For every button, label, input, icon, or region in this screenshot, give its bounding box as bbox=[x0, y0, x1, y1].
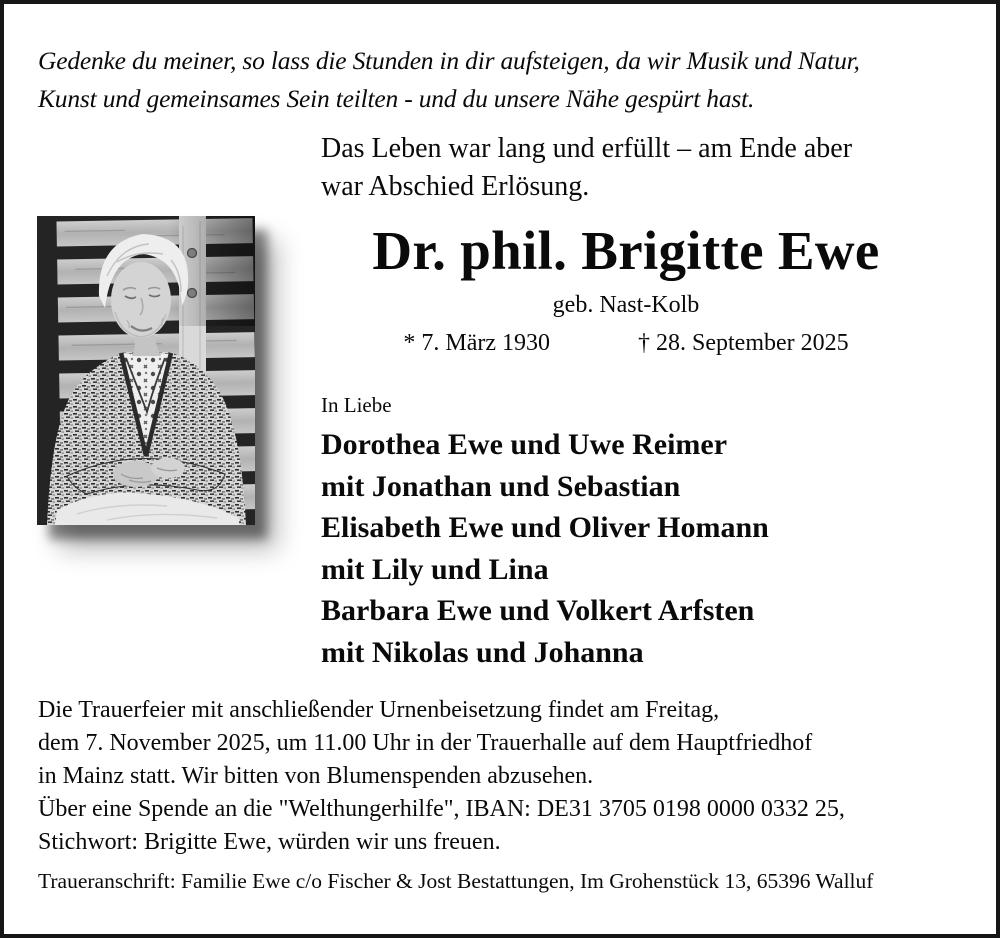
intro-line-2: war Abschied Erlösung. bbox=[321, 171, 590, 202]
mourning-address: Traueranschrift: Familie Ewe c/o Fischer & Jost Bestattungen, Im Grohenstück 13, 65396 Walluf bbox=[38, 869, 874, 893]
funeral-line: in Mainz statt. Wir bitten von Blumenspenden abzusehen. bbox=[38, 763, 594, 789]
funeral-information bbox=[38, 694, 845, 859]
epigraph-line-1: Gedenke du meiner, so lass die Stunden in dir aufsteigen, da wir Musik und Natur, bbox=[38, 46, 860, 75]
funeral-line: dem 7. November 2025, um 11.00 Uhr in der Trauerhalle auf dem Hauptfriedhof bbox=[38, 730, 813, 756]
portrait-photo bbox=[37, 216, 255, 525]
mourners-salutation: In Liebe bbox=[321, 393, 392, 417]
intro-text bbox=[321, 130, 852, 206]
mourners-list bbox=[321, 424, 769, 673]
funeral-line: Über eine Spende an die "Welthungerhilfe", IBAN: DE31 3705 0198 0000 0332 25, bbox=[38, 796, 845, 822]
life-dates bbox=[320, 330, 932, 357]
funeral-line: Stichwort: Brigitte Ewe, würden wir uns freuen. bbox=[38, 829, 501, 855]
death-date: † 28. September 2025 bbox=[638, 330, 849, 356]
mourner-line: Barbara Ewe und Volkert Arfsten bbox=[321, 594, 755, 627]
epigraph-line-2: Kunst und gemeinsames Sein teilten - und du unsere Nähe gespürt hast. bbox=[38, 84, 755, 113]
funeral-line: Die Trauerfeier mit anschließender Urnenbeisetzung findet am Freitag, bbox=[38, 697, 720, 723]
epigraph-quote bbox=[38, 42, 948, 118]
mourner-line: mit Nikolas und Johanna bbox=[321, 635, 644, 669]
maiden-name: geb. Nast-Kolb bbox=[552, 292, 700, 318]
deceased-name: Dr. phil. Brigitte Ewe bbox=[372, 220, 880, 281]
mourner-line: mit Jonathan und Sebastian bbox=[321, 469, 681, 503]
birth-date: * 7. März 1930 bbox=[403, 330, 550, 356]
intro-line-1: Das Leben war lang und erfüllt – am Ende aber bbox=[321, 133, 853, 164]
portrait-photo-illustration bbox=[37, 216, 255, 525]
mourner-line: Elisabeth Ewe und Oliver Homann bbox=[321, 511, 769, 544]
mourner-line: mit Lily und Lina bbox=[321, 552, 549, 586]
mourner-line: Dorothea Ewe und Uwe Reimer bbox=[321, 428, 728, 461]
